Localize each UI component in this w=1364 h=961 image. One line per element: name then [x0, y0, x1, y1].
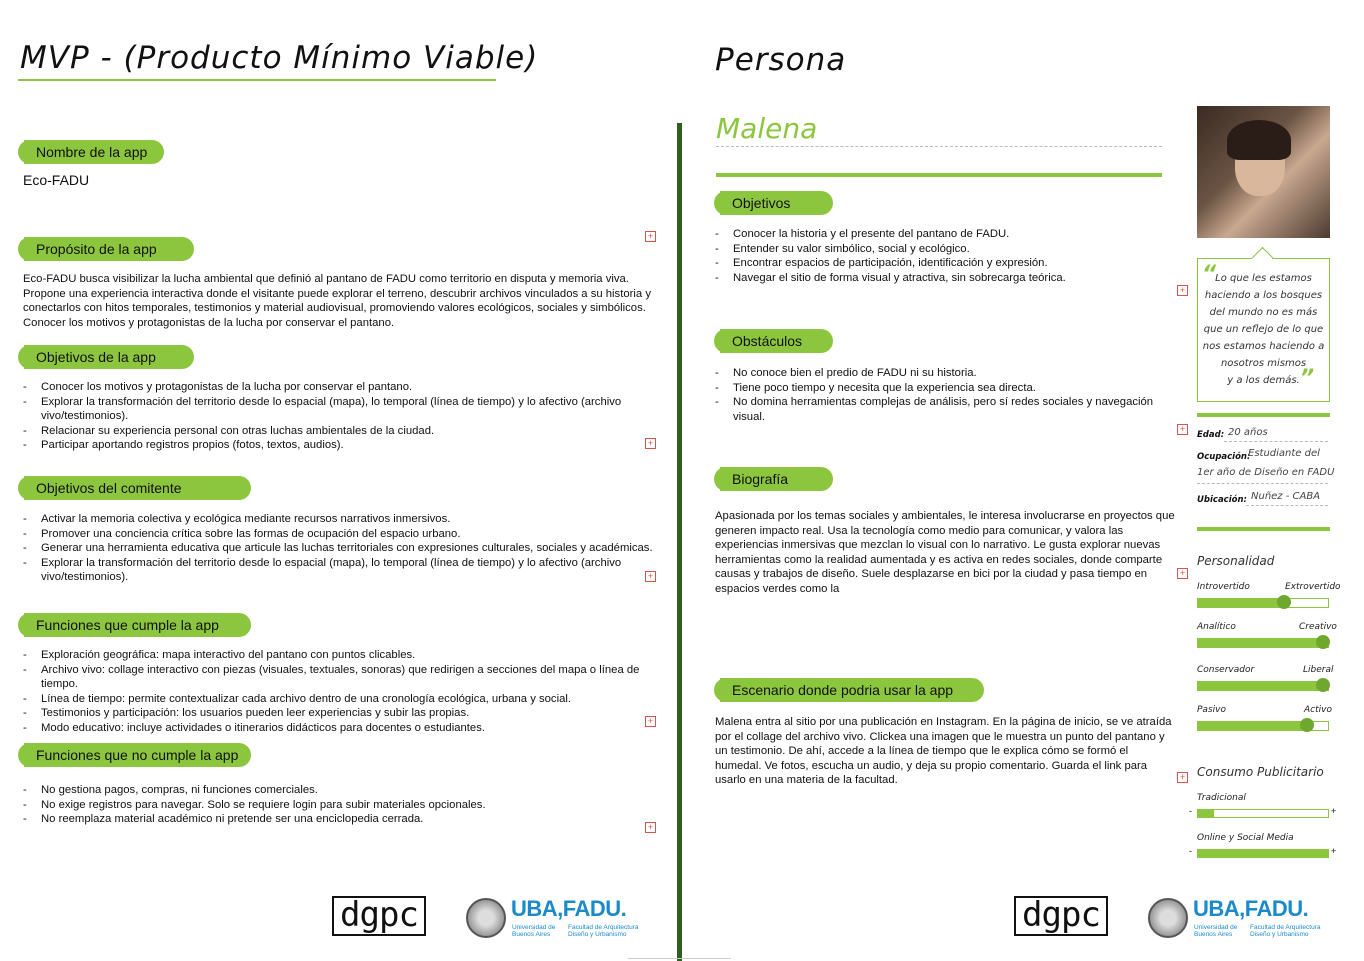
minus-label: - — [1189, 846, 1192, 856]
personality-slider[interactable] — [1197, 721, 1329, 731]
section-persona-objectives: Objetivos — [720, 191, 833, 215]
list-item: - Relacionar su experiencia personal con otras luchas ambientales de la ciudad. — [23, 424, 653, 439]
section-objectives: Objetivos de la app — [24, 345, 194, 369]
info-separator — [1197, 527, 1330, 531]
occupation-value: 1er año de Diseño en FADU — [1197, 467, 1335, 478]
list-item: - Explorar la transformación del territorio desde lo espacial (mapa), lo temporal (línea de tiempo) y lo afectivo (archivo vivo/testimonios). — [23, 556, 653, 585]
age-label: Edad: — [1197, 430, 1225, 440]
list-item: - Navegar el sitio de forma visual y atractiva, sin sobrecarga teórica. — [715, 271, 1180, 286]
expand-icon[interactable]: + — [645, 716, 656, 727]
uba-fadu-logo: UBA,FADU. — [1193, 896, 1309, 921]
list-item: - Promover una conciencia crítica sobre las formas de ocupación del espacio urbano. — [23, 527, 653, 542]
info-separator — [1197, 413, 1330, 417]
plus-label: + — [1331, 806, 1337, 816]
persona-photo — [1197, 106, 1330, 238]
occupation-label: Ocupación: — [1197, 452, 1251, 462]
expand-icon[interactable]: + — [1177, 285, 1188, 296]
section-client: Objetivos del comitente — [24, 476, 251, 500]
app-name-value: Eco-FADU — [23, 172, 90, 188]
slider-right-label: Liberal — [1303, 665, 1334, 675]
objectives-list — [23, 380, 653, 453]
quote-close-icon: ” — [1300, 366, 1315, 391]
bottom-rule — [628, 958, 731, 959]
slider-left-label: Analítico — [1197, 622, 1236, 632]
list-item: - No domina herramientas complejas de análisis, pero sí redes sociales y navegación visual. — [715, 395, 1185, 424]
uba-fadu-logo: UBA,FADU. — [511, 896, 627, 921]
consumption-bar — [1197, 849, 1329, 858]
consumption-title: Consumo Publicitario — [1197, 765, 1324, 779]
expand-icon[interactable]: + — [1177, 772, 1188, 783]
personality-slider[interactable] — [1197, 638, 1329, 648]
obstacles-list — [715, 366, 1185, 424]
expand-icon[interactable]: + — [645, 231, 656, 242]
slider-knob[interactable] — [1316, 678, 1330, 692]
minus-label: - — [1189, 806, 1192, 816]
list-item: - Modo educativo: incluye actividades o itinerarios didácticos para docentes o estudiantes. — [23, 721, 653, 736]
uba-seal-icon — [466, 898, 506, 938]
slider-right-label: Creativo — [1299, 622, 1337, 632]
list-item: - Exploración geográfica: mapa interactivo del pantano con puntos clicables. — [23, 648, 653, 663]
uba-subtitle: Universidad de Buenos Aires — [1194, 924, 1238, 938]
uba-seal-icon — [1148, 898, 1188, 938]
client-list — [23, 512, 653, 585]
purpose-text: Eco-FADU busca visibilizar la lucha ambiental que definió al pantano de FADU como territorio en disputa y memoria viva. Propone una experiencia interactiva donde el visitante puede explorar el terreno, descubrir archivos vinculados a su historia y conectarlos con hitos temporales, testimonios y material audiovisual, promoviendo valores ecológicos, sociales y simbólicos. Conocer los motivos y protagonistas de la lucha por conservar el pantano. — [23, 273, 651, 329]
section-scenario: Escenario donde podria usar la app — [720, 678, 984, 702]
scenario-text: Malena entra al sitio por una publicación en Instagram. En la página de inicio, se ve atraída por el collage del archivo vivo. Clickea una imagen que le muestra un punto del pantano y un testimonio. De ahí, accede a la línea de tiempo que le explica cómo se formó el humedal. Ve fotos, escucha un audio, y deja su propio comentario. Guarda el link para usarlo en una materia de la facultad. — [715, 716, 1172, 786]
dgpc-logo: dgpc — [1014, 896, 1108, 936]
expand-icon[interactable]: + — [1177, 568, 1188, 579]
section-bio: Biografía — [720, 467, 833, 491]
fadu-subtitle: Facultad de Arquitectura Diseño y Urbanismo — [568, 924, 639, 938]
name-underline — [716, 173, 1162, 177]
dashed-rule — [716, 146, 1162, 147]
list-item: - No exige registros para navegar. Solo se requiere login para subir materiales opcionales. — [23, 798, 653, 813]
slider-right-label: Extrovertido — [1285, 582, 1341, 592]
list-item: - Línea de tiempo: permite contextualizar cada archivo dentro de una cronología ecológica, urbana y social. — [23, 692, 653, 707]
location-label: Ubicación: — [1197, 495, 1247, 505]
section-obstacles: Obstáculos — [720, 329, 833, 353]
dgpc-logo: dgpc — [332, 896, 426, 936]
list-item: - Encontrar espacios de participación, identificación y expresión. — [715, 256, 1180, 271]
plus-label: + — [1331, 846, 1337, 856]
list-item: - No conoce bien el predio de FADU ni su historia. — [715, 366, 1185, 381]
section-non-functions: Funciones que no cumple la app — [24, 743, 251, 767]
slider-left-label: Conservador — [1197, 665, 1255, 675]
personality-title: Personalidad — [1197, 554, 1275, 568]
list-item: - Archivo vivo: collage interactivo con piezas (visuales, textuales, sonoras) que redirigen a secciones del mapa o línea de tiempo. — [23, 663, 653, 692]
slider-left-label: Introvertido — [1197, 582, 1250, 592]
expand-icon[interactable]: + — [645, 822, 656, 833]
list-item: - Activar la memoria colectiva y ecológica mediante recursos narrativos inmersivos. — [23, 512, 653, 527]
non-functions-list — [23, 783, 653, 827]
expand-icon[interactable]: + — [645, 571, 656, 582]
slider-knob[interactable] — [1300, 718, 1314, 732]
page-title-persona: Persona — [715, 42, 847, 78]
consumption-bar — [1197, 809, 1329, 818]
expand-icon[interactable]: + — [1177, 424, 1188, 435]
consumption-label: Online y Social Media — [1197, 833, 1294, 843]
age-value: 20 años — [1228, 427, 1268, 438]
personality-slider[interactable] — [1197, 681, 1329, 691]
consumption-label: Tradicional — [1197, 793, 1246, 803]
section-functions: Funciones que cumple la app — [24, 613, 251, 637]
list-item: - Entender su valor simbólico, social y ecológico. — [715, 242, 1180, 257]
expand-icon[interactable]: + — [645, 438, 656, 449]
list-item: - Conocer los motivos y protagonistas de la lucha por conservar el pantano. — [23, 380, 653, 395]
slider-right-label: Activo — [1304, 705, 1332, 715]
section-app-name: Nombre de la app — [24, 140, 164, 164]
occupation-value: Estudiante del — [1248, 448, 1320, 459]
title-underline — [18, 79, 496, 81]
list-item: - Participar aportando registros propios (fotos, textos, audios). — [23, 438, 653, 453]
list-item: - Generar una herramienta educativa que articule las luchas territoriales con expresiones culturales, sociales y académicas. — [23, 541, 653, 556]
list-item: - Conocer la historia y el presente del pantano de FADU. — [715, 227, 1180, 242]
personality-slider[interactable] — [1197, 598, 1329, 608]
quote-text: Lo que les estamos haciendo a los bosques del mundo no es más que un reflejo de lo que nos estamos haciendo a nosotros mismos y a los demás. — [1202, 273, 1325, 386]
slider-left-label: Pasivo — [1197, 705, 1226, 715]
bio-text: Apasionada por los temas sociales y ambientales, le interesa involucrarse en proyectos que generen impacto real. Usa la tecnología como medio para comunicar, y valora las experiencias inmersivas que mezclan lo visual con lo narrativo. Le gusta explorar nuevas herramientas como la realidad aumentada y es activa en redes sociales, donde comparte causas y trabajos de diseño. Suele desplazarse en bici por la ciudad y pasa tiempo en espacios verdes como la — [715, 510, 1175, 595]
page-title-mvp: MVP - (Producto Mínimo Viable) — [20, 40, 539, 76]
location-value: Nuñez - CABA — [1251, 491, 1321, 502]
persona-objectives-list — [715, 227, 1180, 285]
slider-knob[interactable] — [1316, 635, 1330, 649]
slider-knob[interactable] — [1277, 595, 1291, 609]
list-item: - Tiene poco tiempo y necesita que la experiencia sea directa. — [715, 381, 1185, 396]
uba-subtitle: Universidad de Buenos Aires — [512, 924, 556, 938]
fadu-subtitle: Facultad de Arquitectura Diseño y Urbanismo — [1250, 924, 1321, 938]
section-purpose: Propósito de la app — [24, 237, 194, 261]
page-divider — [677, 123, 682, 961]
list-item: - No gestiona pagos, compras, ni funciones comerciales. — [23, 783, 653, 798]
list-item: - No reemplaza material académico ni pretende ser una enciclopedia cerrada. — [23, 812, 653, 827]
list-item: - Testimonios y participación: los usuarios pueden leer experiencias y subir las propias. — [23, 706, 653, 721]
functions-list — [23, 648, 653, 735]
list-item: - Explorar la transformación del territorio desde lo espacial (mapa), lo temporal (línea de tiempo) y lo afectivo (archivo vivo/testimonios). — [23, 395, 653, 424]
persona-name: Malena — [716, 112, 818, 145]
quote-open-icon: “ — [1202, 262, 1217, 287]
